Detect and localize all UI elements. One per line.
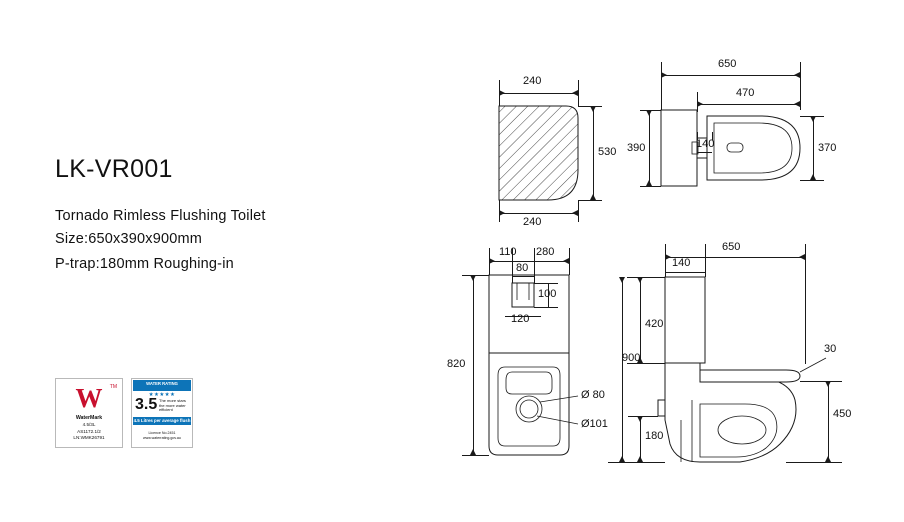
dim-plan-inner: 140	[696, 138, 715, 150]
dim-line-140	[697, 152, 712, 153]
dim-side-cistern-height: 420	[645, 318, 664, 330]
arrow-icon	[810, 116, 816, 122]
arrow-icon	[563, 258, 569, 264]
ext-line	[800, 180, 824, 181]
arrow-icon	[499, 210, 505, 216]
dim-side-trap-height: 180	[645, 430, 664, 442]
dim-line-370	[813, 116, 814, 180]
ext-line	[578, 80, 579, 106]
arrow-icon	[572, 90, 578, 96]
dim-top-left-width: 240	[523, 75, 542, 87]
ext-line	[800, 62, 801, 110]
dim-line-900	[622, 277, 623, 462]
spec-line-3: P-trap:180mm Roughing-in	[55, 256, 234, 272]
arrow-icon	[470, 449, 476, 455]
ext-line	[705, 244, 706, 277]
dim-side-cistern-depth: 140	[672, 257, 691, 269]
arrow-icon	[794, 101, 800, 107]
dim-top-left-height: 530	[598, 146, 617, 158]
dim-line-530	[593, 106, 594, 200]
dim-front-button-height: 100	[538, 288, 557, 300]
dim-side-overall-length: 650	[722, 241, 741, 253]
arrow-icon	[470, 275, 476, 281]
ext-line	[628, 416, 658, 417]
ext-line	[578, 200, 602, 201]
ext-line	[627, 277, 665, 278]
ext-line	[569, 248, 570, 275]
plan-section-shape	[499, 106, 578, 200]
arrow-icon	[572, 210, 578, 216]
page-title: LK-VR001	[55, 155, 173, 183]
ext-line	[462, 455, 489, 456]
arrow-icon	[489, 258, 495, 264]
arrow-icon	[637, 416, 643, 422]
water-rating-stars-icon: ★★★★★	[148, 391, 176, 398]
watermark-flush-rating: 4.5/3L	[82, 422, 96, 427]
arrow-icon	[794, 72, 800, 78]
watermark-title: WaterMark	[75, 415, 103, 421]
arrow-icon	[825, 456, 831, 462]
dim-line-front-top	[489, 261, 569, 262]
ext-line	[608, 462, 665, 463]
arrow-icon	[619, 456, 625, 462]
dim-line-650	[661, 75, 800, 76]
watermark-tm-label: TM	[109, 384, 117, 390]
ext-line	[534, 283, 558, 284]
arrow-icon	[799, 254, 805, 260]
side-elevation-shape	[658, 277, 826, 462]
arrow-icon	[646, 180, 652, 186]
dim-plan-bowl-width: 470	[736, 87, 755, 99]
spec-line-1: Tornado Rimless Flushing Toilet	[55, 208, 266, 224]
dim-line-470	[697, 104, 800, 105]
water-rating-footer: Licence No.2451 www.waterrating.gov.au	[143, 431, 181, 440]
ext-line	[805, 244, 806, 364]
dim-side-bowl-height: 450	[833, 408, 852, 420]
dim-line-80	[512, 276, 534, 277]
dim-front-button-width: 120	[511, 313, 530, 325]
dim-front-button: 80	[516, 262, 529, 274]
front-elevation-shape	[489, 275, 578, 455]
watermark-standard: AS1172.1/2	[77, 428, 101, 434]
dim-line-top-240	[499, 93, 578, 94]
dim-line-140-side	[665, 272, 705, 273]
water-rating-subtext: The more stars the more water efficient	[159, 398, 186, 413]
arrow-icon	[697, 101, 703, 107]
dim-outlet-diameter-101: Ø101	[581, 418, 608, 430]
dim-plan-overall-width: 650	[718, 58, 737, 70]
dim-side-seat-gap: 30	[824, 343, 837, 355]
arrow-icon	[825, 381, 831, 387]
ext-line	[578, 200, 579, 222]
ext-line	[786, 462, 842, 463]
dim-line-bottom-240	[499, 213, 578, 214]
dim-plan-left-depth: 390	[627, 142, 646, 154]
ext-line	[534, 248, 535, 283]
ext-line	[800, 381, 842, 382]
ext-line	[534, 307, 558, 308]
arrow-icon	[590, 194, 596, 200]
dim-front-cistern-right: 280	[536, 246, 555, 258]
dim-front-cistern-left: 110	[499, 246, 517, 258]
dim-plan-right-depth: 370	[818, 142, 837, 154]
dim-front-total-height: 820	[447, 358, 466, 370]
arrow-icon	[637, 277, 643, 283]
dim-line-820	[473, 275, 474, 455]
arrow-icon	[619, 277, 625, 283]
dim-outlet-diameter-80: Ø 80	[581, 389, 605, 401]
plan-view-shape	[661, 110, 800, 186]
watermark-licence: LN:WMK26791	[73, 435, 105, 440]
arrow-icon	[646, 110, 652, 116]
ext-line	[661, 62, 662, 110]
dim-line-390	[649, 110, 650, 186]
arrow-icon	[661, 72, 667, 78]
dim-top-left-depth: 240	[523, 216, 542, 228]
dim-line-420	[640, 277, 641, 363]
arrow-icon	[590, 106, 596, 112]
ext-line	[640, 186, 661, 187]
water-rating-header: WATER RATING	[133, 380, 191, 391]
spec-line-2: Size:650x390x900mm	[55, 231, 203, 247]
arrow-icon	[810, 174, 816, 180]
watermark-logo-icon: W	[75, 382, 103, 413]
dim-side-total-height: 900	[622, 352, 641, 364]
dim-line-450	[828, 381, 829, 462]
water-rating-litres: 4.5 Litres per average flush	[133, 418, 191, 423]
arrow-icon	[499, 90, 505, 96]
arrow-icon	[637, 456, 643, 462]
water-rating-value: 3.5	[135, 396, 158, 413]
arrow-icon	[665, 254, 671, 260]
